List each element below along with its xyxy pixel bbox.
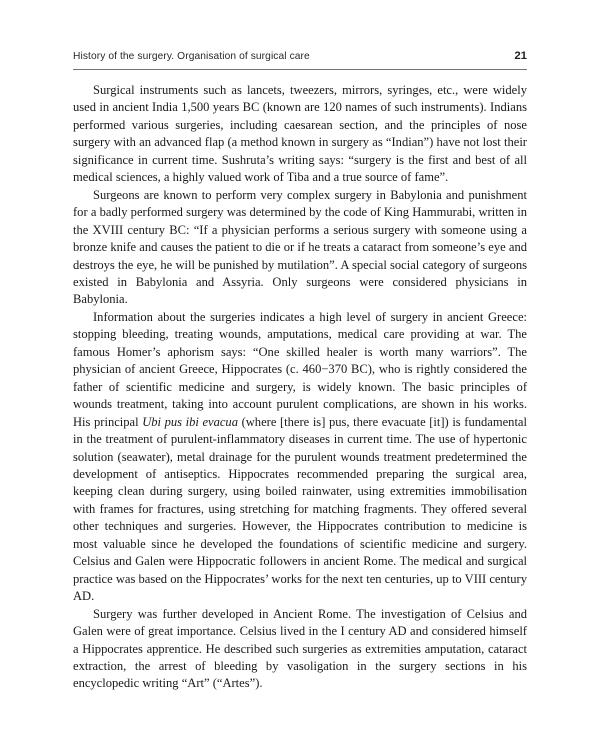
paragraph-2: Surgeons are known to perform very complex surgery in Babylonia and punishment for a badly performed surgery was determined by the code of King Hammurabi, written in the XVIII century BC: “If a physician performs a serious surgery with someone using a bronze knife and causes the patient to die or if he treats a cataract from someone’s eye and destroys the eye, he will be punished by mutilation”. A special social category of surgeons existed in Babylonia and Assyria. Only surgeons were considered physicians in Babylonia.: [73, 187, 527, 307]
header-divider: [73, 69, 527, 70]
header-title: History of the surgery. Organisation of surgical care: [73, 51, 310, 62]
paragraph-3-tail: (where [there is] pus, there evacuate [it]) is fundamental in the treatment of purulent-inflammatory diseases in current time. The use of hypertonic solution (seawater), metal drainage for the purulent wounds treatment predetermined the development of antiseptics. Hippocrates recommended preparing the surgical area, keeping clean during surgery, using boiled rainwater, using extremities immobilisation with frames for fractures, using stretching for matching fragments. They offered several other techniques and surgeries. However, the Hippocrates contribution to medicine is most valuable since he developed the foundations of scientific medicine and surgery. Celsius and Galen were Hippocratic followers in ancient Rome. The medical and surgical practice was based on the Hippocrates’ works for the next ten centuries, up to VIII century AD.: [73, 414, 527, 604]
latin-phrase-italic: Ubi pus ibi evacua: [142, 414, 238, 429]
paragraph-4: Surgery was further developed in Ancient Rome. The investigation of Celsius and Galen were of great importance. Celsius lived in the I century AD and considered himself a Hippocrates apprentice. He described such surgeries as extremities amputation, cataract extraction, the arrest of bleeding by vasoligation in the surgery sections in his encyclopedic writing “Art” (“Artes”).: [73, 606, 527, 691]
paragraph-3-lead: Information about the surgeries indicates a high level of surgery in ancient Greece: stopping bleeding, treating wounds, amputations, medical care providing at war. The famous Homer’s aphorism says: “One skilled healer is worth many warriors”. The physician of ancient Greece, Hippocrates (c. 460−370 BC), who is rightly considered the father of scientific medicine and surgery, is widely known. The basic principles of wounds treatment, taking into account purulent complications, are shown in his works. His principal: [73, 309, 527, 429]
page-number: 21: [514, 50, 527, 62]
paragraph-3: [73, 309, 527, 606]
body-text-column: [73, 82, 527, 693]
paragraph-1: Surgical instruments such as lancets, tweezers, mirrors, syringes, etc., were widely used in ancient India 1,500 years BC (known are 120 names of such instruments). Indians performed various surgeries, including caesarean section, and the principles of nose surgery with an advanced flap (a method known in surgery as “Indian”) have not lost their significance in current time. Sushruta’s writing says: “surgery is the first and best of all medical sciences, a highly valued work of Tiba and a true source of fame”.: [73, 83, 527, 185]
running-header: [73, 50, 527, 62]
